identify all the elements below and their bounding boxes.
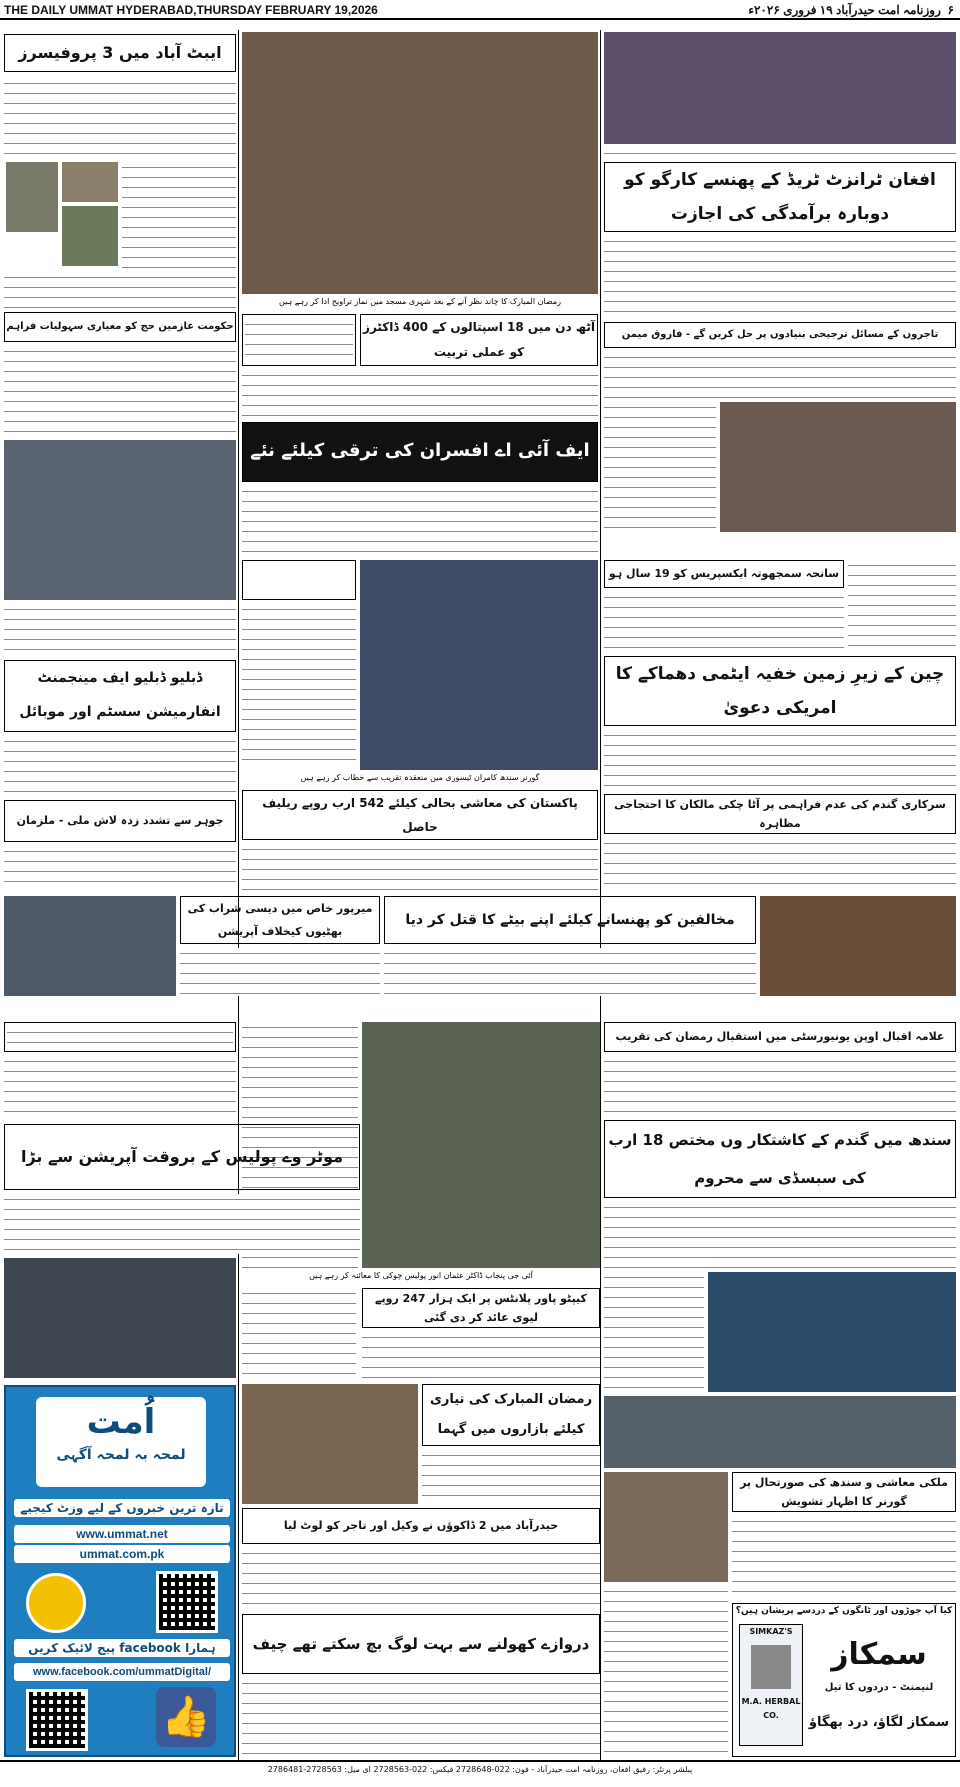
event-photo <box>604 1396 956 1468</box>
page-footer: پبلشر پرنٹر: رفیق افغان، روزنامہ امت حیدرآباد - فون: 022-2728648 فیکس: 022-2728563 ای میل: 2728563-2786481 <box>0 1760 960 1787</box>
story-body <box>4 604 236 654</box>
story-headline-18 <box>4 800 236 842</box>
story-headline-13 <box>360 314 598 366</box>
headline-text: موٹر وے پولیس کے بروقت آپریشن سے بڑا <box>20 1147 344 1166</box>
ummat-logo <box>36 1397 206 1487</box>
police-photo <box>362 1022 600 1268</box>
story-headline-3 <box>242 422 598 482</box>
masthead-urdu-text: روزنامہ امت حیدرآباد ۱۹ فروری ۲۰۲۶ء <box>748 3 941 17</box>
portrait-photo <box>62 162 118 202</box>
photo-caption: گورنر سندھ کامران ٹیسوری میں منعقدہ تقریب سے خطاب کر رہے ہیں <box>300 773 540 782</box>
magnifier-icon <box>26 1573 86 1633</box>
headline-text: مخالفین کو پھنسانے کیلئے اپنے بیٹے کا قتل کر دیا <box>405 912 735 928</box>
qr-code <box>26 1689 88 1751</box>
product-subtitle: لنیمنٹ - دردوں کا تیل <box>824 1682 934 1693</box>
story-body <box>4 736 236 796</box>
product-box <box>739 1624 803 1746</box>
protest-photo <box>604 1472 728 1582</box>
story-headline-20 <box>242 1508 600 1544</box>
story-headline-6 <box>384 896 756 944</box>
story-headline-22 <box>242 790 598 840</box>
facebook-label: ہمارا facebook پیج لائیک کریں <box>14 1639 230 1657</box>
story-body <box>732 1516 956 1598</box>
masthead-date-english: THE DAILY UMMAT HYDERABAD,THURSDAY FEBRUARY 19,2026 <box>4 3 378 17</box>
masthead <box>0 0 960 20</box>
story-body <box>422 1450 600 1504</box>
headline-text: علامہ اقبال اوپن یونیورسٹی میں استقبال رمضان کی تقریب <box>615 1030 945 1043</box>
story-body <box>4 78 236 158</box>
story-headline-2 <box>604 162 956 232</box>
photo-caption: رمضان المبارک کا چاند نظر آنے کے بعد شہری مسجد میں نماز تراویح ادا کر رہے ہیں <box>279 297 561 306</box>
story-body <box>604 402 716 532</box>
headline-text: سرکاری گندم کی عدم فراہمی پر آٹا چکی مالکان کا احتجاجی مظاہرہ <box>614 798 946 830</box>
headline-text: ایف آئی اے افسران کی ترقی کیلئے نئے <box>250 440 590 461</box>
headline-text: سانحہ سمجھوتہ ایکسپریس کو 19 سال ہو <box>608 567 840 580</box>
caption-line <box>604 148 956 158</box>
story-headline-1 <box>4 34 236 72</box>
headline-text: رمضان المبارک کی تیاری کیلئے بازاروں میں گہما <box>429 1392 593 1437</box>
story-body <box>848 560 956 652</box>
thumbs-up-icon: 👍 <box>156 1687 216 1747</box>
simkaz-advertisement <box>732 1603 956 1757</box>
headline-text: حیدرآباد میں 2 ڈاکوؤں نے وکیل اور تاجر کو لوٹ لیا <box>283 1519 559 1532</box>
story-body <box>384 948 756 996</box>
story-headline-10 <box>422 1384 600 1446</box>
story-body <box>4 272 236 308</box>
story-body <box>4 1056 236 1120</box>
headline-text: سندھ میں گندم کے کاشتکار وں مختص 18 ارب کی سبسڈی سے محروم <box>608 1131 952 1187</box>
story-headline-21 <box>362 1288 600 1328</box>
meeting-photo <box>4 440 236 600</box>
story-headline-17 <box>4 312 236 342</box>
story-headline-19 <box>604 794 956 834</box>
story-headline-7 <box>180 896 380 944</box>
facebook-link[interactable]: www.facebook.com/ummatDigital/ <box>14 1663 230 1681</box>
headline-text: میرپور خاص میں دیسی شراب کی بھٹیوں کیخلاف آپریشن <box>187 902 373 938</box>
story-headline-5 <box>604 656 956 726</box>
product-maker: M.A. HERBAL CO. <box>741 1697 801 1720</box>
story-body <box>604 236 956 318</box>
story-body <box>242 1678 600 1756</box>
headline-text: چین کے زیرِ زمین خفیہ ایٹمی دھماکے کا امریکی دعویٰ <box>615 664 945 718</box>
page-number: ۶ <box>947 3 954 17</box>
headline-text: کیپٹو پاور پلانٹس پر ایک ہزار 247 روپے لیوی عائد کر دی گئی <box>375 1292 587 1324</box>
headline-text: پاکستان کی معاشی بحالی کیلئے 542 ارب روپے ریلیف حاصل <box>262 796 578 834</box>
headline-text: ملکی معاشی و سندھ کی صورتحال پر گورنر کا اظہار تشویش <box>740 1476 948 1508</box>
story-headline-9 <box>604 1120 956 1198</box>
story-box <box>242 314 356 366</box>
story-body <box>604 1202 956 1268</box>
headline-text: تاجروں کے مسائل ترجیحی بنیادوں پر حل کریں گے - فاروق میمن <box>621 329 939 340</box>
story-body <box>122 162 236 272</box>
headline-text: دروازے کھولنے سے بہت لوگ بچ سکتے تھے چیف <box>252 1635 590 1653</box>
story-headline-12 <box>604 560 844 588</box>
story-body <box>242 844 598 890</box>
story-body <box>4 846 236 890</box>
ummat-advertisement <box>4 1385 236 1757</box>
story-body <box>242 1288 356 1378</box>
ummat-tagline: لمحہ بہ لمحہ آگہی <box>56 1447 186 1463</box>
story-body <box>242 1548 600 1610</box>
event-photo <box>604 32 956 144</box>
ummat-logo-text: اُمت <box>86 1402 156 1442</box>
headline-text: ایبٹ آباد میں 3 پروفیسرز <box>18 43 222 62</box>
story-body <box>242 486 598 556</box>
story-headline-8 <box>4 1124 360 1190</box>
story-body <box>362 1332 600 1378</box>
visit-text: تازہ ترین خبروں کے لیے وزٹ کیجیے <box>14 1499 230 1517</box>
story-body <box>604 730 956 790</box>
governor-photo <box>360 560 598 770</box>
story-body <box>242 370 598 418</box>
ad-headline: کیا آپ جوڑوں اور ٹانگوں کے دردسے پریشان ہیں؟ <box>735 1606 953 1616</box>
workers-welfare-photo <box>708 1272 956 1392</box>
story-headline-16 <box>732 1472 956 1512</box>
story-body <box>604 1056 956 1116</box>
website-link-2[interactable]: ummat.com.pk <box>14 1545 230 1563</box>
headline-text: افغان ٹرانزٹ ٹریڈ کے پھنسے کارگو کو دوبارہ برآمدگی کی اجازت <box>624 170 936 224</box>
headline-text: جوہر سے تشدد زدہ لاش ملی - ملزمان <box>16 814 224 827</box>
market-photo <box>242 1384 418 1504</box>
story-headline-4 <box>4 660 236 732</box>
ceremony-photo <box>720 402 956 532</box>
website-link-1[interactable]: www.ummat.net <box>14 1525 230 1543</box>
story-body <box>4 1194 360 1254</box>
main-photo-prayer <box>242 32 598 294</box>
headline-text: آٹھ دن میں 18 اسپتالوں کے 400 ڈاکٹرز کو عملی تربیت <box>363 320 595 359</box>
event-photo <box>760 896 956 996</box>
story-body <box>604 838 956 890</box>
story-body <box>242 604 356 768</box>
story-body <box>604 1272 704 1392</box>
headline-text: حکومت عازمین حج کو معیاری سہولیات فراہم <box>6 321 234 332</box>
story-body <box>180 948 380 996</box>
masthead-date-urdu <box>748 0 954 20</box>
story-headline-11 <box>242 1614 600 1674</box>
story-body <box>604 592 844 652</box>
product-brand: SIMKAZ'S <box>749 1627 793 1636</box>
story-box <box>242 560 356 600</box>
product-slogan: سمکاز لگاؤ، درد بھگاؤ <box>808 1715 950 1730</box>
photo-caption: آئی جی پنجاب ڈاکٹر عثمان انور پولیس چوکی کا معائنہ کر رہے ہیں <box>309 1271 533 1280</box>
qr-code <box>156 1571 218 1633</box>
portrait-photo <box>6 162 58 232</box>
press-conference-photo <box>4 1258 236 1378</box>
story-headline-14 <box>604 322 956 348</box>
headline-text: ڈبلیو ڈبلیو ایف مینجمنٹ انفارمیشن سسٹم اور موبائل <box>19 670 221 720</box>
story-body <box>604 1586 728 1756</box>
story-box <box>4 1022 236 1052</box>
story-body <box>604 352 956 398</box>
product-portrait <box>751 1645 791 1689</box>
product-name: سمکاز <box>831 1637 927 1672</box>
portrait-photo <box>62 206 118 266</box>
group-photo <box>4 896 176 996</box>
story-headline-15 <box>604 1022 956 1052</box>
story-body <box>4 346 236 436</box>
